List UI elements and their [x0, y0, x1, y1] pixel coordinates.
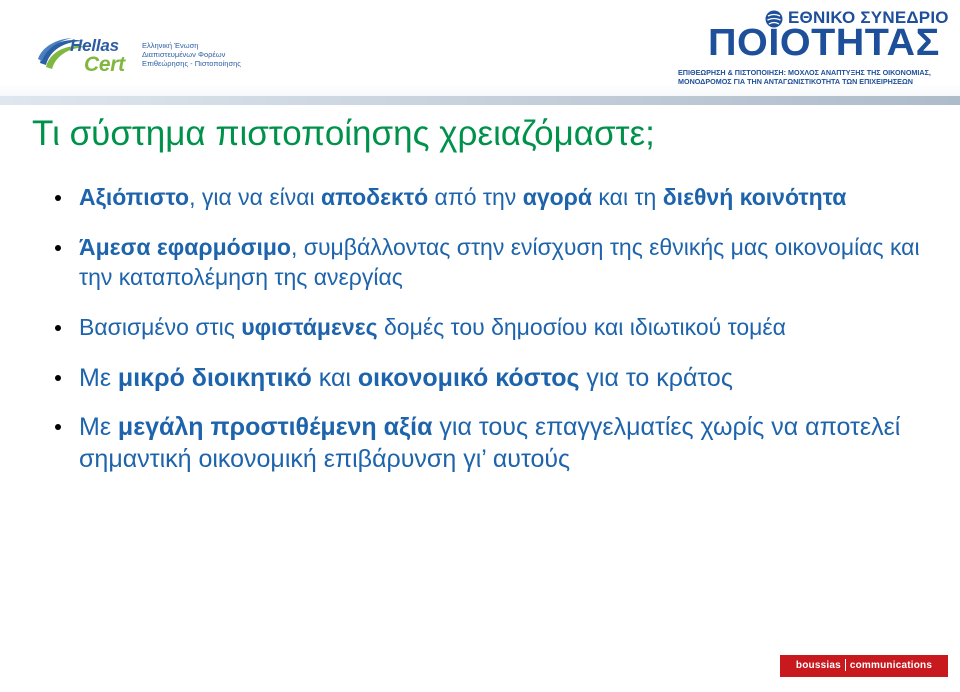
bullet-text-segment: Με [79, 413, 118, 441]
bullet-dot-icon [55, 195, 61, 201]
bullet-text-segment: Βασισμένο στις [79, 314, 242, 340]
bullet-dot-icon [55, 325, 61, 331]
bullet-text-segment: , για να είναι [189, 184, 321, 210]
bullet-item [55, 182, 935, 212]
bullet-bold-segment: Αξιόπιστο [79, 184, 190, 210]
hellascert-tagline-line: Διαπιστευμένων Φορέων [142, 50, 226, 59]
bullet-text-segment: και τη [592, 184, 663, 210]
bullet-list [55, 182, 935, 492]
bullet-text-segment: για το κράτος [579, 364, 733, 392]
bullet-dot-icon [55, 424, 61, 430]
conference-title-top: ΕΘΝΙΚΟ ΣΥΝΕΔΡΙΟ [788, 8, 949, 27]
hellascert-word-hellas: Hellas [70, 36, 119, 55]
bullet-bold-segment: διεθνή κοινότητα [662, 184, 847, 210]
bullet-bold-segment: μεγάλη προστιθέμενη αξία [117, 413, 433, 441]
badge-separator [845, 659, 846, 671]
bullet-item [55, 312, 935, 342]
conference-title-main: ΠΟΙΟΤΗΤΑΣ [708, 22, 940, 64]
bullet-text-segment: για τους επαγγελματίες χωρίς να αποτελεί σημαντική οικονομική επιβάρυνση γι’ αυτούς [79, 413, 901, 473]
bullet-bold-segment: Άμεσα εφαρμόσιμο [79, 234, 291, 260]
bullet-text-segment: και [311, 364, 358, 392]
bullet-item [55, 362, 935, 394]
bullet-bold-segment: υφιστάμενες [241, 314, 378, 340]
bullet-text-segment: δομές του δημοσίου και ιδιωτικού τομέα [377, 314, 786, 340]
conference-subtitle-line: ΕΠΙΘΕΩΡΗΣΗ & ΠΙΣΤΟΠΟΙΗΣΗ: ΜΟΧΛΟΣ ΑΝΑΠΤΥΞΗΣ ΤΗΣ ΟΙΚΟΝΟΜΙΑΣ, [678, 68, 931, 77]
badge-left-text: boussias [795, 660, 841, 671]
bullet-text-segment: , συμβάλλοντας στην ενίσχυση της εθνικής μας οικονομίας και την καταπολέμηση της ανεργίας [79, 234, 920, 290]
hellascert-tagline-line: Ελληνική Ένωση [142, 41, 199, 50]
bullet-item [55, 232, 935, 292]
conference-subtitle-line: ΜΟΝΟΔΡΟΜΟΣ ΓΙΑ ΤΗΝ ΑΝΤΑΓΩΝΙΣΤΙΚΟΤΗΤΑ ΤΩΝ ΕΠΙΧΕΙΡΗΣΕΩΝ [678, 77, 913, 86]
hellascert-tagline-line: Επιθεώρησης - Πιστοποίησης [142, 59, 241, 68]
slide-title: Τι σύστημα πιστοποίησης χρειαζόμαστε; [32, 114, 655, 153]
boussias-communications-logo [780, 655, 948, 677]
bullet-dot-icon [55, 245, 61, 251]
bullet-bold-segment: αγορά [522, 184, 593, 210]
hellascert-word-cert: Cert [84, 53, 125, 76]
bullet-text-segment: Με [79, 364, 118, 392]
bullet-bold-segment: αποδεκτό [321, 184, 429, 210]
bullet-text-segment: από την [428, 184, 523, 210]
hellascert-logo [36, 33, 266, 79]
hellascert-tagline [142, 41, 272, 68]
conference-subtitle [678, 68, 950, 86]
badge-right-text: communications [849, 660, 933, 671]
bullet-bold-segment: μικρό διοικητικό [117, 364, 312, 392]
bullet-dot-icon [55, 375, 61, 381]
bullet-bold-segment: οικονομικό κόστος [357, 364, 580, 392]
bullet-item [55, 411, 935, 475]
header-divider [0, 96, 960, 105]
conference-logo [672, 8, 952, 88]
